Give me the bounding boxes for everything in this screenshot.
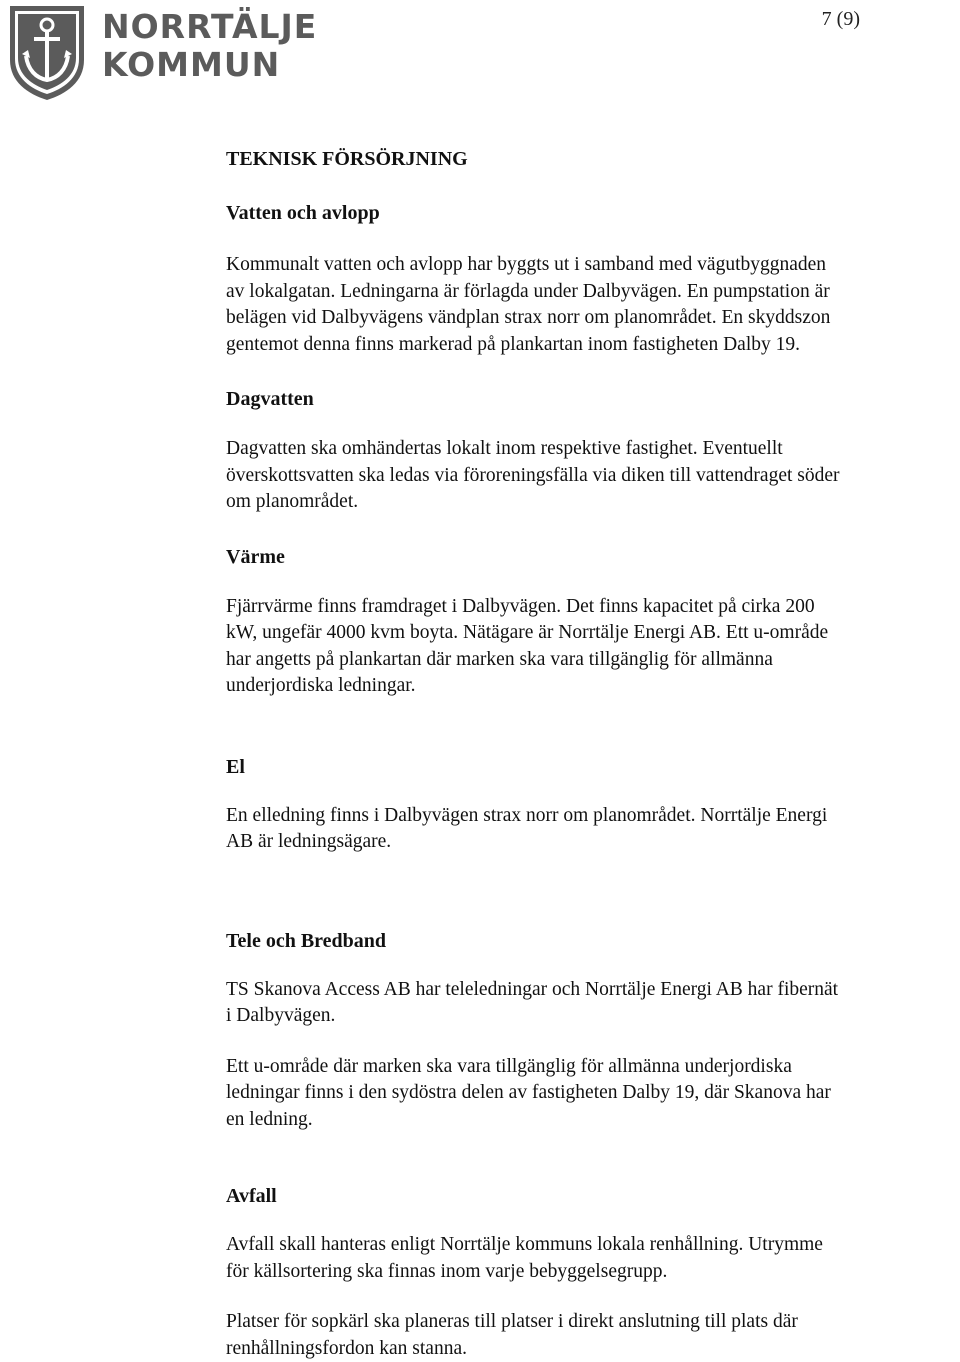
text-line: gentemot denna finns markerad på plankartan inom fastigheten Dalby 19. <box>226 333 800 355</box>
text-line: En elledning finns i Dalbyvägen strax norr om planområdet. Norrtälje Energi <box>226 804 828 826</box>
text-line: TS Skanova Access AB har teleledningar och Norrtälje Energi AB har fibernät <box>226 978 839 1000</box>
heading-varme: Värme <box>226 545 285 568</box>
paragraph-el <box>226 803 956 856</box>
text-line: belägen vid Dalbyvägens vändplan strax norr om planområdet. En skyddszon <box>226 307 831 328</box>
heading-avfall: Avfall <box>226 1185 277 1207</box>
text-line: i Dalbyvägen. <box>226 1005 336 1026</box>
paragraph-tele-1 <box>226 977 956 1030</box>
text-line: renhållningsfordon kan stanna. <box>226 1337 467 1359</box>
section-title: TEKNISK FÖRSÖRJNING <box>226 148 468 170</box>
text-line: ledningar finns i den sydöstra delen av fastigheten Dalby 19, där Skanova har <box>226 1082 831 1103</box>
text-line: Avfall skall hanteras enligt Norrtälje kommuns lokala renhållning. Utrymme <box>226 1234 823 1255</box>
text-line: överskottsvatten ska ledas via föroreningsfälla via diken till vattendraget söder <box>226 464 840 486</box>
text-line: en ledning. <box>226 1108 313 1130</box>
logo-line-1: NORRTÄLJE <box>102 7 318 46</box>
text-line: Fjärrvärme finns framdraget i Dalbyvägen. Det finns kapacitet på cirka 200 <box>226 595 815 617</box>
logo-line-2: KOMMUN <box>102 45 281 84</box>
heading-dagvatten: Dagvatten <box>226 388 314 410</box>
page-header <box>0 0 960 110</box>
text-line: Kommunalt vatten och avlopp har byggts ut i samband med vägutbyggnaden <box>226 254 827 275</box>
text-line: har angetts på plankartan där marken ska vara tillgänglig för allmänna <box>226 648 773 670</box>
text-line: Platser för sopkärl ska planeras till platser i direkt anslutning till plats där <box>226 1311 798 1332</box>
paragraph-avfall-2 <box>226 1309 956 1362</box>
text-line: av lokalgatan. Ledningarna är förlagda under Dalbyvägen. En pumpstation är <box>226 280 830 302</box>
text-line: AB är ledningsägare. <box>226 831 392 852</box>
paragraph-vatten-och-avlopp <box>226 252 956 358</box>
page-number: 7 (9) <box>821 8 860 30</box>
text-line: Dagvatten ska omhändertas lokalt inom respektive fastighet. Eventuellt <box>226 438 783 459</box>
document-body <box>226 146 956 1362</box>
text-line: underjordiska ledningar. <box>226 675 416 696</box>
text-line: för källsortering ska finnas inom varje bebyggelsegrupp. <box>226 1260 668 1282</box>
heading-tele-och-bredband: Tele och Bredband <box>226 929 387 952</box>
municipality-logo-text <box>102 8 317 84</box>
paragraph-dagvatten <box>226 436 956 516</box>
text-line: kW, ungefär 4000 kvm boyta. Nätägare är Norrtälje Energi AB. Ett u-område <box>226 622 829 643</box>
paragraph-avfall-1 <box>226 1232 956 1285</box>
anchor-shield-icon <box>6 4 88 102</box>
text-line: Ett u-område där marken ska vara tillgänglig för allmänna underjordiska <box>226 1055 792 1077</box>
text-line: om planområdet. <box>226 491 359 512</box>
paragraph-tele-2 <box>226 1054 956 1134</box>
heading-el: El <box>226 755 245 778</box>
heading-vatten-och-avlopp: Vatten och avlopp <box>226 202 380 224</box>
paragraph-varme <box>226 594 956 700</box>
